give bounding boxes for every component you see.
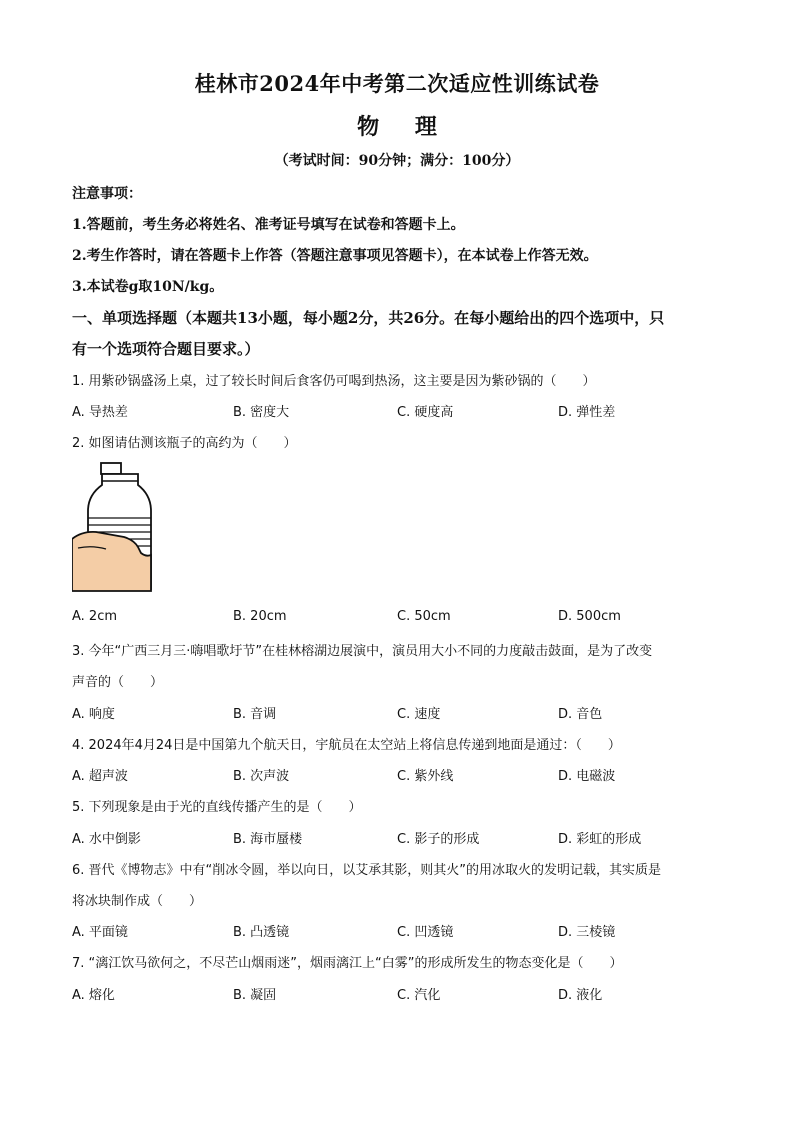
section-heading: 一、单项选择题（本题共13小题，每小题2分，共26分。在每小题给出的四个选项中，只 [72,309,665,327]
option-a: A. 2cm [72,609,118,624]
option-d: D. 音色 [558,707,603,722]
option-a: A. 熔化 [72,988,115,1003]
question-stem: 7. “漓江饮马欲何之，不尽芒山烟雨迷”，烟雨漓江上“白雾”的形成所发生的物态变化是（ ） [72,956,623,971]
option-b: B. 音调 [233,707,277,722]
subject-title: 物 理 [357,114,451,140]
option-d: D. 三棱镜 [558,925,616,940]
option-c: C. 速度 [397,707,441,722]
option-b: B. 20cm [233,609,287,624]
option-d: D. 彩虹的形成 [558,832,642,847]
question-stem: 1. 用紫砂锅盛汤上桌，过了较长时间后食客仍可喝到热汤，这主要是因为紫砂锅的（ ） [72,374,596,389]
option-c: C. 紫外线 [397,769,454,784]
note-item: 1.答题前，考生务必将姓名、准考证号填写在试卷和答题卡上。 [72,217,465,233]
question-options [72,401,732,421]
option-c: C. 硬度高 [397,405,454,420]
option-d: D. 液化 [558,988,603,1003]
option-c: C. 汽化 [397,988,441,1003]
option-a: A. 水中倒影 [72,832,141,847]
question-stem: 2. 如图请估测该瓶子的高约为（ ） [72,436,297,451]
question-options [72,984,732,1004]
option-d: D. 弹性差 [558,405,616,420]
note-item: 3.本试卷g取10N/kg。 [72,279,224,295]
option-a: A. 响度 [72,707,115,722]
option-b: B. 凝固 [233,988,277,1003]
page-title: 桂林市2024年中考第二次适应性训练试卷 [194,71,600,96]
option-a: A. 超声波 [72,769,128,784]
option-b: B. 次声波 [233,769,290,784]
question-stem: 4. 2024年4月24日是中国第九个航天日，宇航员在太空站上将信息传递到地面是通过：（ ） [72,738,621,753]
option-b: B. 海市蜃楼 [233,832,303,847]
option-a: A. 平面镜 [72,925,128,940]
question-stem-cont: 将冰块制作成（ ） [72,894,203,909]
bottle-in-hand-icon [72,461,154,594]
question-options [72,828,732,848]
option-a: A. 导热差 [72,405,128,420]
section-heading-cont: 有一个选项符合题目要求。） [72,340,260,358]
question-options [72,609,732,629]
option-b: B. 密度大 [233,405,290,420]
question-options [72,921,732,941]
option-c: C. 影子的形成 [397,832,480,847]
notes-heading: 注意事项： [72,186,142,202]
question-stem-cont: 声音的（ ） [72,675,164,690]
option-c: C. 50cm [397,609,451,624]
option-d: D. 500cm [558,609,621,624]
question-options [72,765,732,785]
question-stem: 6. 晋代《博物志》中有“削冰令圆，举以向日，以艾承其影，则其火”的用冰取火的发明记载，其实质是 [72,863,662,878]
exam-info: （考试时间：90分钟；满分：100分） [274,153,520,169]
option-b: B. 凸透镜 [233,925,290,940]
note-item: 2.考生作答时，请在答题卡上作答（答题注意事项见答题卡），在本试卷上作答无效。 [72,248,598,264]
question-stem: 3. 今年“广西三月三·嗨唱歌圩节”在桂林榕湖边展演中，演员用大小不同的力度敲击鼓面，是为了改变 [72,644,653,659]
question-options [72,703,732,723]
question-stem: 5. 下列现象是由于光的直线传播产生的是（ ） [72,800,362,815]
option-d: D. 电磁波 [558,769,616,784]
option-c: C. 凹透镜 [397,925,454,940]
